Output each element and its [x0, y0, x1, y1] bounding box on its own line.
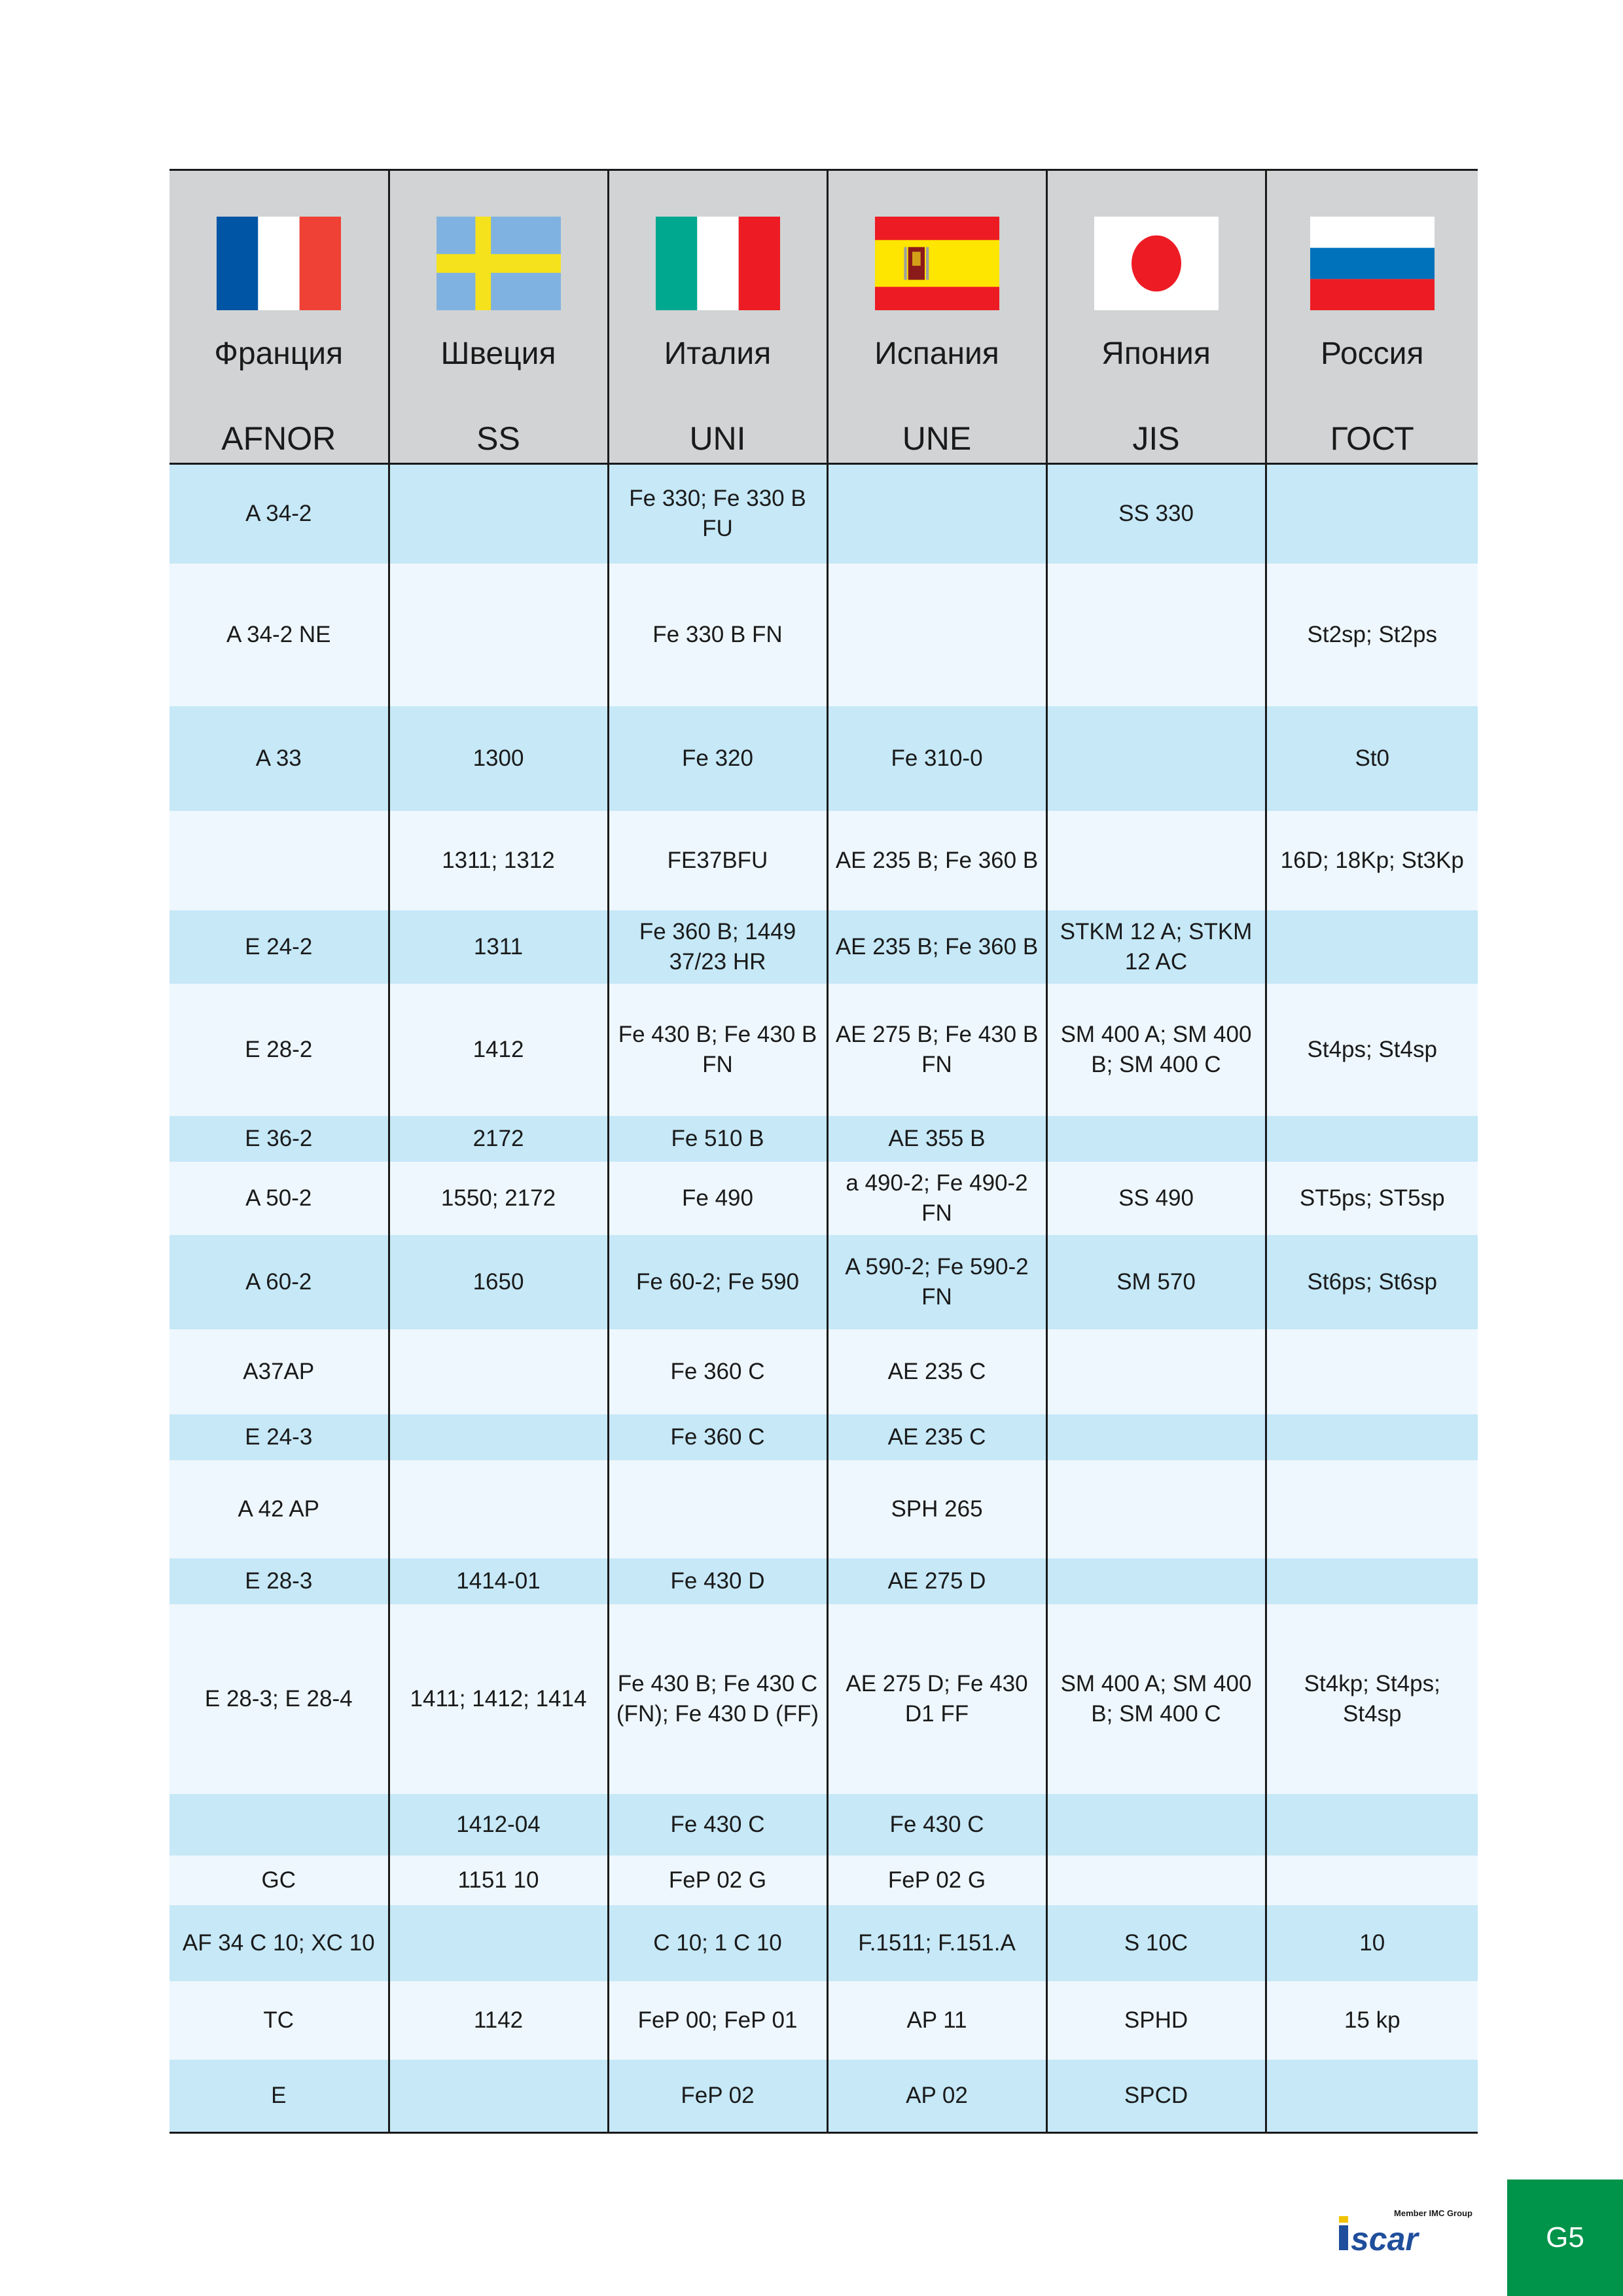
page-number-tab: G5: [1507, 2179, 1623, 2296]
table-cell: SPHD: [1046, 1981, 1266, 2060]
table-cell: [827, 564, 1046, 706]
table-cell: AE 355 B: [827, 1116, 1046, 1162]
table-cell: AE 235 C: [827, 1329, 1046, 1414]
table-cell: 1412: [389, 984, 608, 1116]
table-cell: SPCD: [1046, 2060, 1266, 2133]
table-cell: AE 235 B; Fe 360 B: [827, 811, 1046, 910]
table-cell: Fe 60-2; Fe 590: [608, 1235, 827, 1329]
svg-text:scar: scar: [1351, 2221, 1418, 2257]
spain-flag-icon: [875, 217, 999, 310]
table-cell: ST5ps; ST5sp: [1266, 1162, 1478, 1235]
table-cell: [389, 464, 608, 564]
table-cell: Fe 490: [608, 1162, 827, 1235]
table-cell: Fe 330; Fe 330 B FU: [608, 464, 827, 564]
standard-name: SS: [476, 420, 520, 457]
table-cell: [1266, 464, 1478, 564]
table-cell: 2172: [389, 1116, 608, 1162]
table-cell: A 590-2; Fe 590-2 FN: [827, 1235, 1046, 1329]
table-cell: [1266, 1414, 1478, 1460]
table-cell: GC: [169, 1856, 389, 1905]
table-row: [169, 1116, 1478, 1162]
table-cell: Fe 330 B FN: [608, 564, 827, 706]
table-header-row: [169, 170, 1478, 464]
table-cell: AE 235 C: [827, 1414, 1046, 1460]
table-cell: 1311: [389, 910, 608, 984]
table-row: [169, 464, 1478, 564]
standard-name: UNE: [902, 420, 972, 457]
table-cell: SS 330: [1046, 464, 1266, 564]
table-cell: St0: [1266, 706, 1478, 811]
country-name: Италия: [664, 336, 772, 371]
table-cell: SM 400 A; SM 400 B; SM 400 C: [1046, 1604, 1266, 1794]
column-header-uni: [608, 170, 827, 464]
table-cell: E 24-3: [169, 1414, 389, 1460]
table-cell: [1266, 1794, 1478, 1856]
table-cell: E 36-2: [169, 1116, 389, 1162]
table-row: [169, 1414, 1478, 1460]
table-cell: [389, 2060, 608, 2133]
table-cell: SS 490: [1046, 1162, 1266, 1235]
table-cell: [1046, 1558, 1266, 1604]
table-cell: Fe 430 B; Fe 430 B FN: [608, 984, 827, 1116]
table-cell: [389, 1414, 608, 1460]
steel-equivalents-table: [169, 169, 1478, 2134]
table-row: [169, 910, 1478, 984]
table-cell: AE 275 D; Fe 430 D1 FF: [827, 1604, 1046, 1794]
table-row: [169, 1162, 1478, 1235]
table-row: [169, 1235, 1478, 1329]
sweden-flag-icon: [437, 217, 561, 310]
table-cell: Fe 320: [608, 706, 827, 811]
table-cell: [1046, 1329, 1266, 1414]
table-cell: [1046, 1856, 1266, 1905]
table-cell: FeP 02: [608, 2060, 827, 2133]
table-cell: Fe 430 C: [827, 1794, 1046, 1856]
table-cell: E 28-3: [169, 1558, 389, 1604]
table-row: [169, 1558, 1478, 1604]
table-cell: E 28-3; E 28-4: [169, 1604, 389, 1794]
table-cell: A37AP: [169, 1329, 389, 1414]
table-cell: [1046, 564, 1266, 706]
table-row: [169, 564, 1478, 706]
table-cell: FE37BFU: [608, 811, 827, 910]
table-cell: 16D; 18Kp; St3Kp: [1266, 811, 1478, 910]
table-cell: St4ps; St4sp: [1266, 984, 1478, 1116]
country-name: Швеция: [440, 336, 556, 371]
france-flag-icon: [217, 217, 341, 310]
table-cell: Fe 430 D: [608, 1558, 827, 1604]
table-cell: [1266, 1116, 1478, 1162]
table-cell: E 24-2: [169, 910, 389, 984]
japan-flag-icon: [1094, 217, 1219, 310]
table-row: [169, 1856, 1478, 1905]
table-cell: [169, 1794, 389, 1856]
table-cell: TC: [169, 1981, 389, 2060]
svg-text:Member IMC Group: Member IMC Group: [1394, 2208, 1472, 2218]
table-cell: 1411; 1412; 1414: [389, 1604, 608, 1794]
table-cell: St4kp; St4ps; St4sp: [1266, 1604, 1478, 1794]
table-cell: [1266, 1558, 1478, 1604]
table-cell: A 33: [169, 706, 389, 811]
country-name: Испания: [874, 336, 999, 371]
table-cell: [169, 811, 389, 910]
table-cell: AE 275 D: [827, 1558, 1046, 1604]
standard-name: ГОСТ: [1330, 420, 1414, 457]
table-row: [169, 984, 1478, 1116]
table-cell: Fe 310-0: [827, 706, 1046, 811]
russia-flag-icon: [1310, 217, 1435, 310]
table-cell: [608, 1460, 827, 1558]
table-cell: [1046, 1460, 1266, 1558]
column-header-une: [827, 170, 1046, 464]
table-cell: [1266, 1329, 1478, 1414]
table-cell: A 60-2: [169, 1235, 389, 1329]
table-cell: AE 275 B; Fe 430 B FN: [827, 984, 1046, 1116]
table-cell: 1414-01: [389, 1558, 608, 1604]
table-row: [169, 1329, 1478, 1414]
table-cell: 1142: [389, 1981, 608, 2060]
table-cell: 15 kp: [1266, 1981, 1478, 2060]
table-row: [169, 811, 1478, 910]
table-row: [169, 1604, 1478, 1794]
country-name: Япония: [1101, 336, 1211, 371]
table-cell: SPH 265: [827, 1460, 1046, 1558]
table-cell: E 28-2: [169, 984, 389, 1116]
table-cell: [1046, 1414, 1266, 1460]
table-row: [169, 1460, 1478, 1558]
table-cell: F.1511; F.151.A: [827, 1905, 1046, 1981]
table-cell: AF 34 C 10; XC 10: [169, 1905, 389, 1981]
table-cell: [389, 1460, 608, 1558]
table-cell: 1151 10: [389, 1856, 608, 1905]
column-header-gost: [1266, 170, 1478, 464]
table-cell: 1412-04: [389, 1794, 608, 1856]
country-name: Франция: [214, 336, 344, 371]
table-cell: St6ps; St6sp: [1266, 1235, 1478, 1329]
table-cell: 1650: [389, 1235, 608, 1329]
table-cell: Fe 360 C: [608, 1414, 827, 1460]
column-header-ss: [389, 170, 608, 464]
table-cell: SM 400 A; SM 400 B; SM 400 C: [1046, 984, 1266, 1116]
table-cell: E: [169, 2060, 389, 2133]
table-cell: S 10C: [1046, 1905, 1266, 1981]
table-cell: A 34-2: [169, 464, 389, 564]
table-row: [169, 706, 1478, 811]
table-cell: [1266, 2060, 1478, 2133]
table-cell: [1046, 811, 1266, 910]
country-name: Россия: [1321, 336, 1424, 371]
table-cell: A 42 AP: [169, 1460, 389, 1558]
table-cell: STKM 12 A; STKM 12 AC: [1046, 910, 1266, 984]
table-row: [169, 1905, 1478, 1981]
table-cell: [1266, 1856, 1478, 1905]
table-row: [169, 1981, 1478, 2060]
table-cell: FeP 00; FeP 01: [608, 1981, 827, 2060]
italy-flag-icon: [656, 217, 780, 310]
table-row: [169, 1794, 1478, 1856]
table-cell: 10: [1266, 1905, 1478, 1981]
table-cell: AP 02: [827, 2060, 1046, 2133]
table-cell: [389, 1905, 608, 1981]
table-cell: [1046, 706, 1266, 811]
table-cell: [827, 464, 1046, 564]
standard-name: JIS: [1132, 420, 1180, 457]
table-cell: Fe 510 B: [608, 1116, 827, 1162]
table-cell: [389, 564, 608, 706]
table-cell: Fe 360 B; 1449 37/23 HR: [608, 910, 827, 984]
table-cell: Fe 360 C: [608, 1329, 827, 1414]
standard-name: AFNOR: [221, 420, 336, 457]
table-cell: SM 570: [1046, 1235, 1266, 1329]
table-cell: AP 11: [827, 1981, 1046, 2060]
table-cell: St2sp; St2ps: [1266, 564, 1478, 706]
table-body: [169, 464, 1478, 2133]
table-cell: A 34-2 NE: [169, 564, 389, 706]
iscar-logo: [1335, 2199, 1472, 2258]
table-cell: 1300: [389, 706, 608, 811]
table-cell: AE 235 B; Fe 360 B: [827, 910, 1046, 984]
table-cell: [1266, 910, 1478, 984]
table-cell: 1550; 2172: [389, 1162, 608, 1235]
table-cell: A 50-2: [169, 1162, 389, 1235]
column-header-afnor: [169, 170, 389, 464]
table-cell: FeP 02 G: [827, 1856, 1046, 1905]
table-cell: [1046, 1116, 1266, 1162]
standard-name: UNI: [689, 420, 746, 457]
table-cell: [389, 1329, 608, 1414]
table-cell: FeP 02 G: [608, 1856, 827, 1905]
table-row: [169, 2060, 1478, 2133]
table-cell: [1046, 1794, 1266, 1856]
table-cell: a 490-2; Fe 490-2 FN: [827, 1162, 1046, 1235]
table-cell: Fe 430 C: [608, 1794, 827, 1856]
table-cell: Fe 430 B; Fe 430 C (FN); Fe 430 D (FF): [608, 1604, 827, 1794]
table-cell: 1311; 1312: [389, 811, 608, 910]
column-header-jis: [1046, 170, 1266, 464]
table-cell: [1266, 1460, 1478, 1558]
table-cell: C 10; 1 C 10: [608, 1905, 827, 1981]
